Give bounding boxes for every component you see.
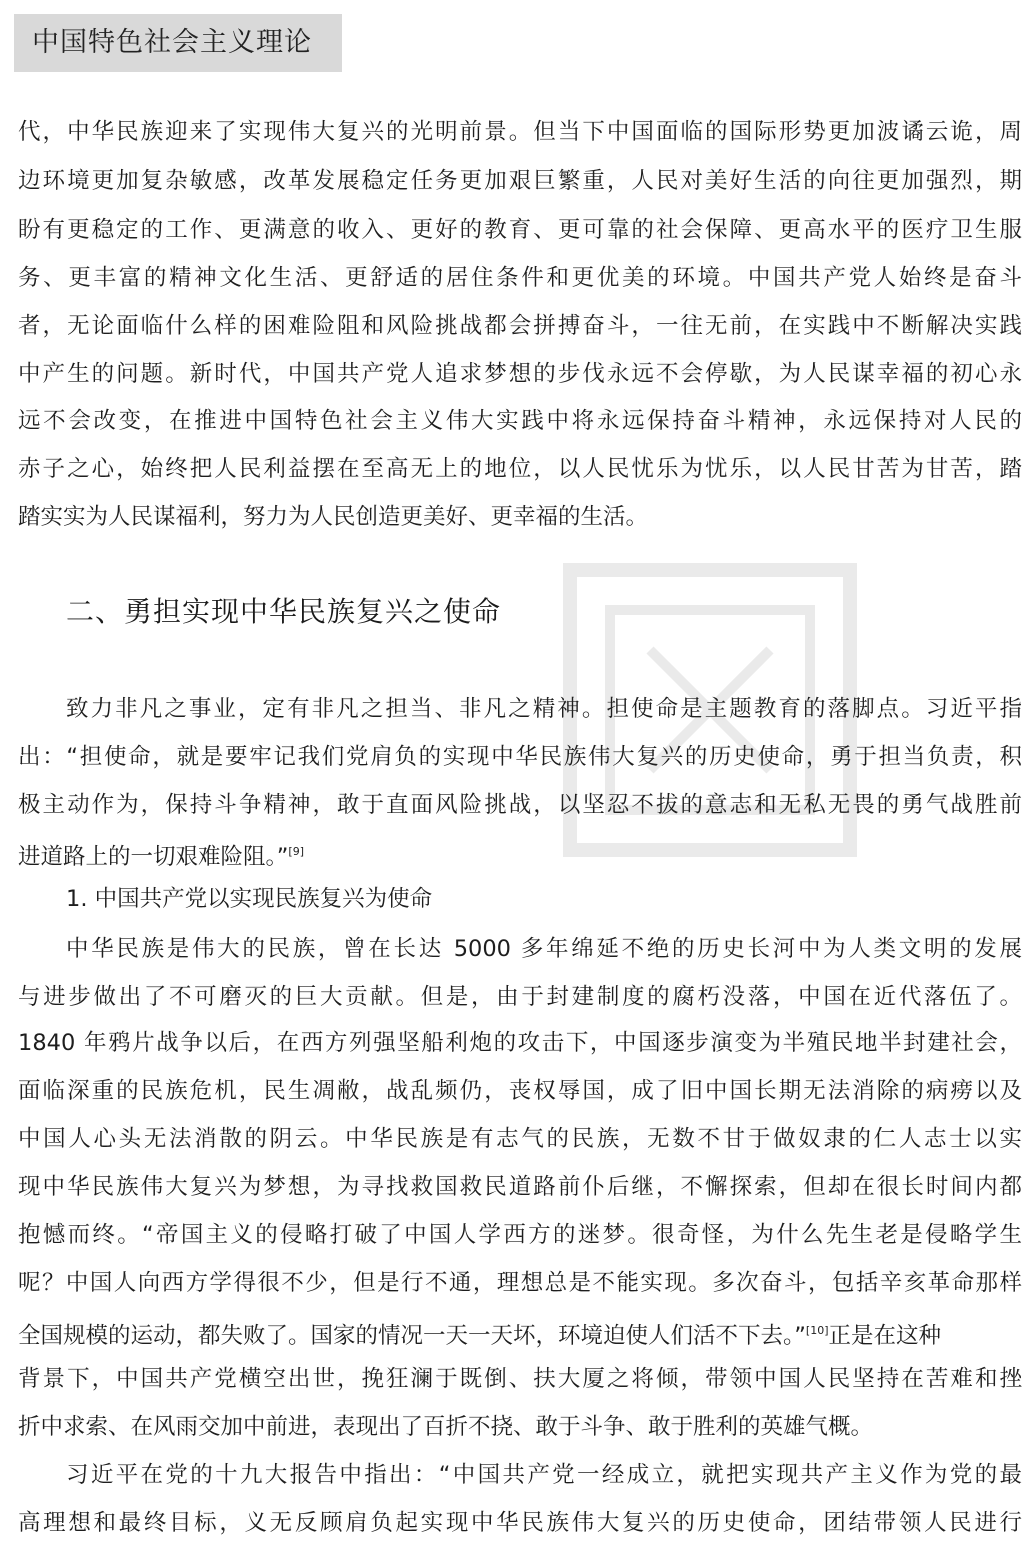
paragraph2-line-1: 致力非凡之事业，定有非凡之担当、非凡之精神。担使命是主题教育的落脚点。习近平指 bbox=[66, 696, 1022, 722]
paragraph1-line-3: 盼有更稳定的工作、更满意的收入、更好的教育、更可靠的社会保障、更高水平的医疗卫生服 bbox=[18, 217, 1022, 243]
paragraph1-line-9: 踏实实为人民谋福利，努力为人民创造更美好、更幸福的生活。 bbox=[18, 504, 649, 530]
paragraph3-line-1: 中华民族是伟大的民族，曾在长达 5000 多年绵延不绝的历史长河中为人类文明的发展 bbox=[66, 936, 1022, 962]
paragraph3-line-9-text: 全国规模的运动，都失败了。国家的情况一天一天坏，环境迫使人们活不下去。” bbox=[18, 1323, 806, 1349]
paragraph4-line-1: 习近平在党的十九大报告中指出：“中国共产党一经成立，就把实现共产主义作为党的最 bbox=[66, 1462, 1022, 1488]
paragraph3-line-6: 现中华民族伟大复兴为梦想，为寻找救国救民道路前仆后继，不懈探索，但却在很长时间内都 bbox=[18, 1174, 1022, 1200]
paragraph1-line-4: 务、更丰富的精神文化生活、更舒适的居住条件和更优美的环境。中国共产党人始终是奋斗 bbox=[18, 265, 1022, 291]
paragraph3-line-4: 面临深重的民族危机，民生凋敝，战乱频仍，丧权辱国，成了旧中国长期无法消除的病痨以及 bbox=[18, 1078, 1022, 1104]
paragraph1-line-8: 赤子之心，始终把人民利益摆在至高无上的地位，以人民忧乐为忧乐，以人民甘苦为甘苦，踏 bbox=[18, 456, 1022, 482]
paragraph1-line-7: 远不会改变，在推进中国特色社会主义伟大实践中将永远保持奋斗精神，永远保持对人民的 bbox=[18, 408, 1022, 434]
paragraph3-line-11: 折中求索、在风雨交加中前进，表现出了百折不挠、敢于斗争、敢于胜利的英雄气概。 bbox=[18, 1414, 874, 1440]
section-heading: 二、勇担实现中华民族复兴之使命 bbox=[66, 595, 502, 628]
paragraph2-line-3: 极主动作为，保持斗争精神，敢于直面风险挑战，以坚忍不拔的意志和无私无畏的勇气战胜前 bbox=[18, 792, 1022, 818]
paragraph3-line-10: 背景下，中国共产党横空出世，挽狂澜于既倒、扶大厦之将倾，带领中国人民坚持在苦难和挫 bbox=[18, 1366, 1022, 1392]
paragraph3-line-3: 1840 年鸦片战争以后，在西方列强坚船利炮的攻击下，中国逐步演变为半殖民地半封建社会， bbox=[18, 1030, 1022, 1056]
paragraph2-line-4-text: 进道路上的一切艰难险阻。” bbox=[18, 844, 289, 870]
subsection-heading: 1. 中国共产党以实现民族复兴为使命 bbox=[66, 886, 433, 912]
footnote-ref-10: [10] bbox=[805, 1324, 829, 1337]
paragraph1-line-1: 代，中华民族迎来了实现伟大复兴的光明前景。但当下中国面临的国际形势更加波谲云诡，周 bbox=[18, 119, 1022, 145]
paragraph1-line-5: 者，无论面临什么样的困难险阻和风险挑战都会拼搏奋斗，一往无前，在实践中不断解决实践 bbox=[18, 313, 1022, 339]
footnote-ref-9: [9] bbox=[288, 845, 305, 858]
paragraph3-line-9 bbox=[18, 1316, 1022, 1351]
paragraph1-line-6: 中产生的问题。新时代，中国共产党人追求梦想的步伐永远不会停歇，为人民谋幸福的初心永 bbox=[18, 361, 1022, 387]
paragraph3-line-9-tail: 正是在这种 bbox=[828, 1323, 942, 1349]
paragraph2-line-4 bbox=[18, 837, 1022, 872]
paragraph3-line-7: 抱憾而终。“帝国主义的侵略打破了中国人学西方的迷梦。很奇怪，为什么先生老是侵略学生 bbox=[18, 1222, 1022, 1248]
paragraph3-line-5: 中国人心头无法消散的阴云。中华民族是有志气的民族，无数不甘于做奴隶的仁人志士以实 bbox=[18, 1126, 1022, 1152]
paragraph4-line-2: 高理想和最终目标，义无反顾肩负起实现中华民族伟大复兴的历史使命，团结带领人民进行 bbox=[18, 1510, 1022, 1536]
paragraph2-line-2: 出：“担使命，就是要牢记我们党肩负的实现中华民族伟大复兴的历史使命，勇于担当负责，积 bbox=[18, 744, 1022, 770]
paragraph3-line-2: 与进步做出了不可磨灭的巨大贡献。但是，由于封建制度的腐朽没落，中国在近代落伍了。 bbox=[18, 984, 1022, 1010]
chapter-header-tag: 中国特色社会主义理论 bbox=[14, 14, 342, 72]
paragraph3-line-8: 呢？中国人向西方学得很不少，但是行不通，理想总是不能实现。多次奋斗，包括辛亥革命那样 bbox=[18, 1270, 1022, 1296]
paragraph1-line-2: 边环境更加复杂敏感，改革发展稳定任务更加艰巨繁重，人民对美好生活的向往更加强烈，期 bbox=[18, 168, 1022, 194]
